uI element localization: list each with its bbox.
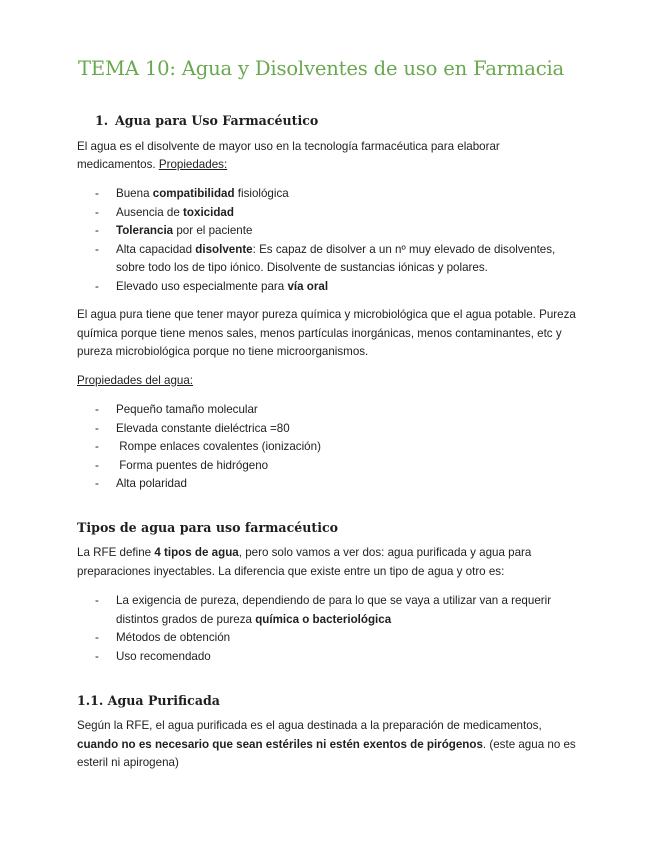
intro-text: medicamentos. [77, 158, 159, 171]
list-item: - Alta capacidad disolvente: Es capaz de disolver a un nº muy elevado de disolventes, sobre todo los de tipo iónico. Disolvente de sustancias iónicas y polares. [95, 242, 556, 274]
purified-line-3: esteril ni apirogena) [77, 756, 179, 769]
list-item: - Elevado uso especialmente para vía oral [95, 279, 329, 293]
section-1-heading [95, 113, 318, 128]
section-number: 1. [95, 113, 109, 128]
document-title: TEMA 10: Agua y Disolventes de uso en Farmacia [78, 57, 565, 80]
types-heading: Tipos de agua para uso farmacéutico [77, 520, 339, 535]
purified-line-1: Según la RFE, el agua purificada es el agua destinada a la preparación de medicamentos, [77, 719, 542, 732]
list-item: - Tolerancia por el paciente [95, 224, 253, 237]
purity-line-2: química porque tiene menos sales, menos partículas inorgánicas, menos contaminantes, etc y [77, 327, 562, 340]
list-item: - Buena compatibilidad fisiológica [95, 187, 289, 200]
water-properties-heading: Propiedades del agua: [77, 374, 194, 387]
list-item: - Rompe enlaces covalentes (ionización) [95, 440, 321, 453]
intro-paragraph-line-2 [77, 156, 577, 175]
section-1-1-heading: 1.1. Agua Purificada [77, 693, 220, 708]
list-item: - Forma puentes de hidrógeno [95, 458, 269, 472]
properties-list [95, 185, 555, 296]
types-line-1: La RFE define 4 tipos de agua, pero solo vamos a ver dos: agua purificada y agua para [77, 546, 532, 559]
section-title: Agua para Uso Farmacéutico [115, 113, 319, 128]
purified-line-2: cuando no es necesario que sean estériles ni estén exentos de pirógenos. (este agua no es [77, 738, 576, 751]
list-item-continuation: sobre todo los de tipo iónico. Disolvente de sustancias iónicas y polares. [116, 261, 488, 274]
list-item: - Pequeño tamaño molecular [95, 403, 258, 416]
list-item: - Ausencia de toxicidad [95, 205, 234, 219]
purity-line-3: pureza microbiológica porque no tiene microorganismos. [77, 345, 369, 358]
properties-label: Propiedades: [158, 158, 228, 171]
list-item: - Uso recomendado [95, 649, 211, 663]
types-line-2: preparaciones inyectables. La diferencia que existe entre un tipo de agua y otro es: [77, 565, 505, 578]
list-item: - Elevada constante dieléctrica =80 [95, 421, 290, 435]
list-item: - La exigencia de pureza, dependiendo de para lo que se vaya a utilizar van a requerir distintos grados de pureza química o bacteriológica [95, 594, 552, 626]
purity-line-1: El agua pura tiene que tener mayor pureza química y microbiológica que el agua potable. Pureza [77, 308, 576, 321]
types-list [95, 592, 551, 666]
water-properties-list [95, 401, 321, 494]
list-item: - Alta polaridad [95, 477, 187, 490]
intro-paragraph-line-1: El agua es el disolvente de mayor uso en la tecnología farmacéutica para elaborar [77, 140, 500, 153]
list-item: - Métodos de obtención [95, 631, 231, 644]
